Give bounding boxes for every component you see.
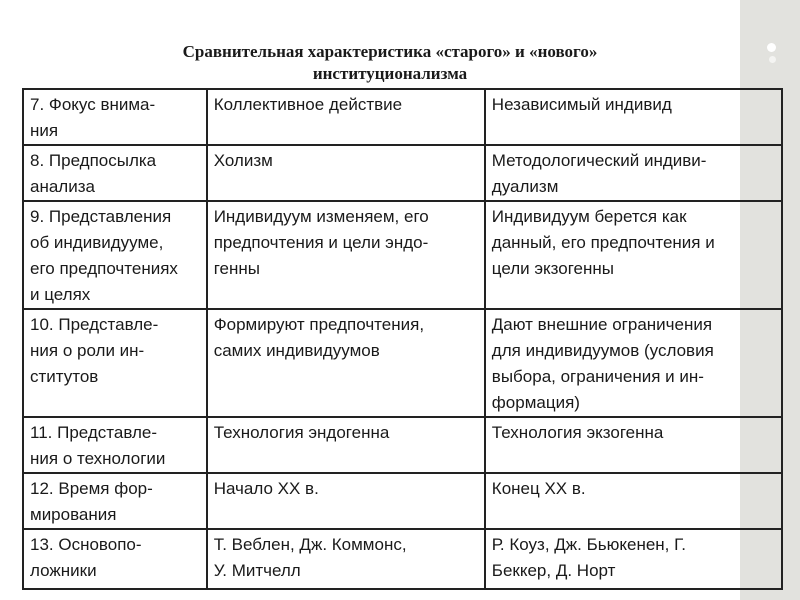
old-cell: Холизм [207,145,485,201]
old-cell: Коллективное действие [207,89,485,145]
table-title-line1: Сравнительная характеристика «старого» и «нового» [182,42,598,61]
new-cell: Индивидуум берется как данный, его предпочтения и цели экзогенны [485,201,782,309]
old-cell: Формируют предпочтения, самих индивидуумов [207,309,485,417]
table-row [23,145,782,201]
table-row [23,89,782,145]
old-cell: Т. Веблен, Дж. Коммонс, У. Митчелл [207,529,485,589]
aspect-cell: 9. Представления об индивидууме, его предпочтениях и целях [23,201,207,309]
table-title-line2: институционализма [312,64,468,83]
aspect-cell: 10. Представле- ния о роли ин- ститутов [23,309,207,417]
old-cell: Технология эндогенна [207,417,485,473]
new-cell: Р. Коуз, Дж. Бьюкенен, Г. Беккер, Д. Норт [485,529,782,589]
old-cell: Индивидуум изменяем, его предпочтения и цели эндо- генны [207,201,485,309]
table-row [23,473,782,529]
comparison-table [22,88,783,590]
aspect-cell: 7. Фокус внима- ния [23,89,207,145]
new-cell: Конец XX в. [485,473,782,529]
new-cell: Независимый индивид [485,89,782,145]
aspect-cell: 12. Время фор- мирования [23,473,207,529]
table-row [23,417,782,473]
old-cell: Начало XX в. [207,473,485,529]
decor-dot-icon [769,56,776,63]
new-cell: Технология экзогенна [485,417,782,473]
table-row [23,309,782,417]
table-row [23,529,782,589]
table-title [110,42,670,84]
new-cell: Методологический индиви- дуализм [485,145,782,201]
aspect-cell: 11. Представле- ния о технологии [23,417,207,473]
aspect-cell: 8. Предпосылка анализа [23,145,207,201]
decor-dot-icon [767,43,776,52]
new-cell: Дают внешние ограничения для индивидуумов (условия выбора, ограничения и ин- формация) [485,309,782,417]
table-row [23,201,782,309]
aspect-cell: 13. Основопо- ложники [23,529,207,589]
